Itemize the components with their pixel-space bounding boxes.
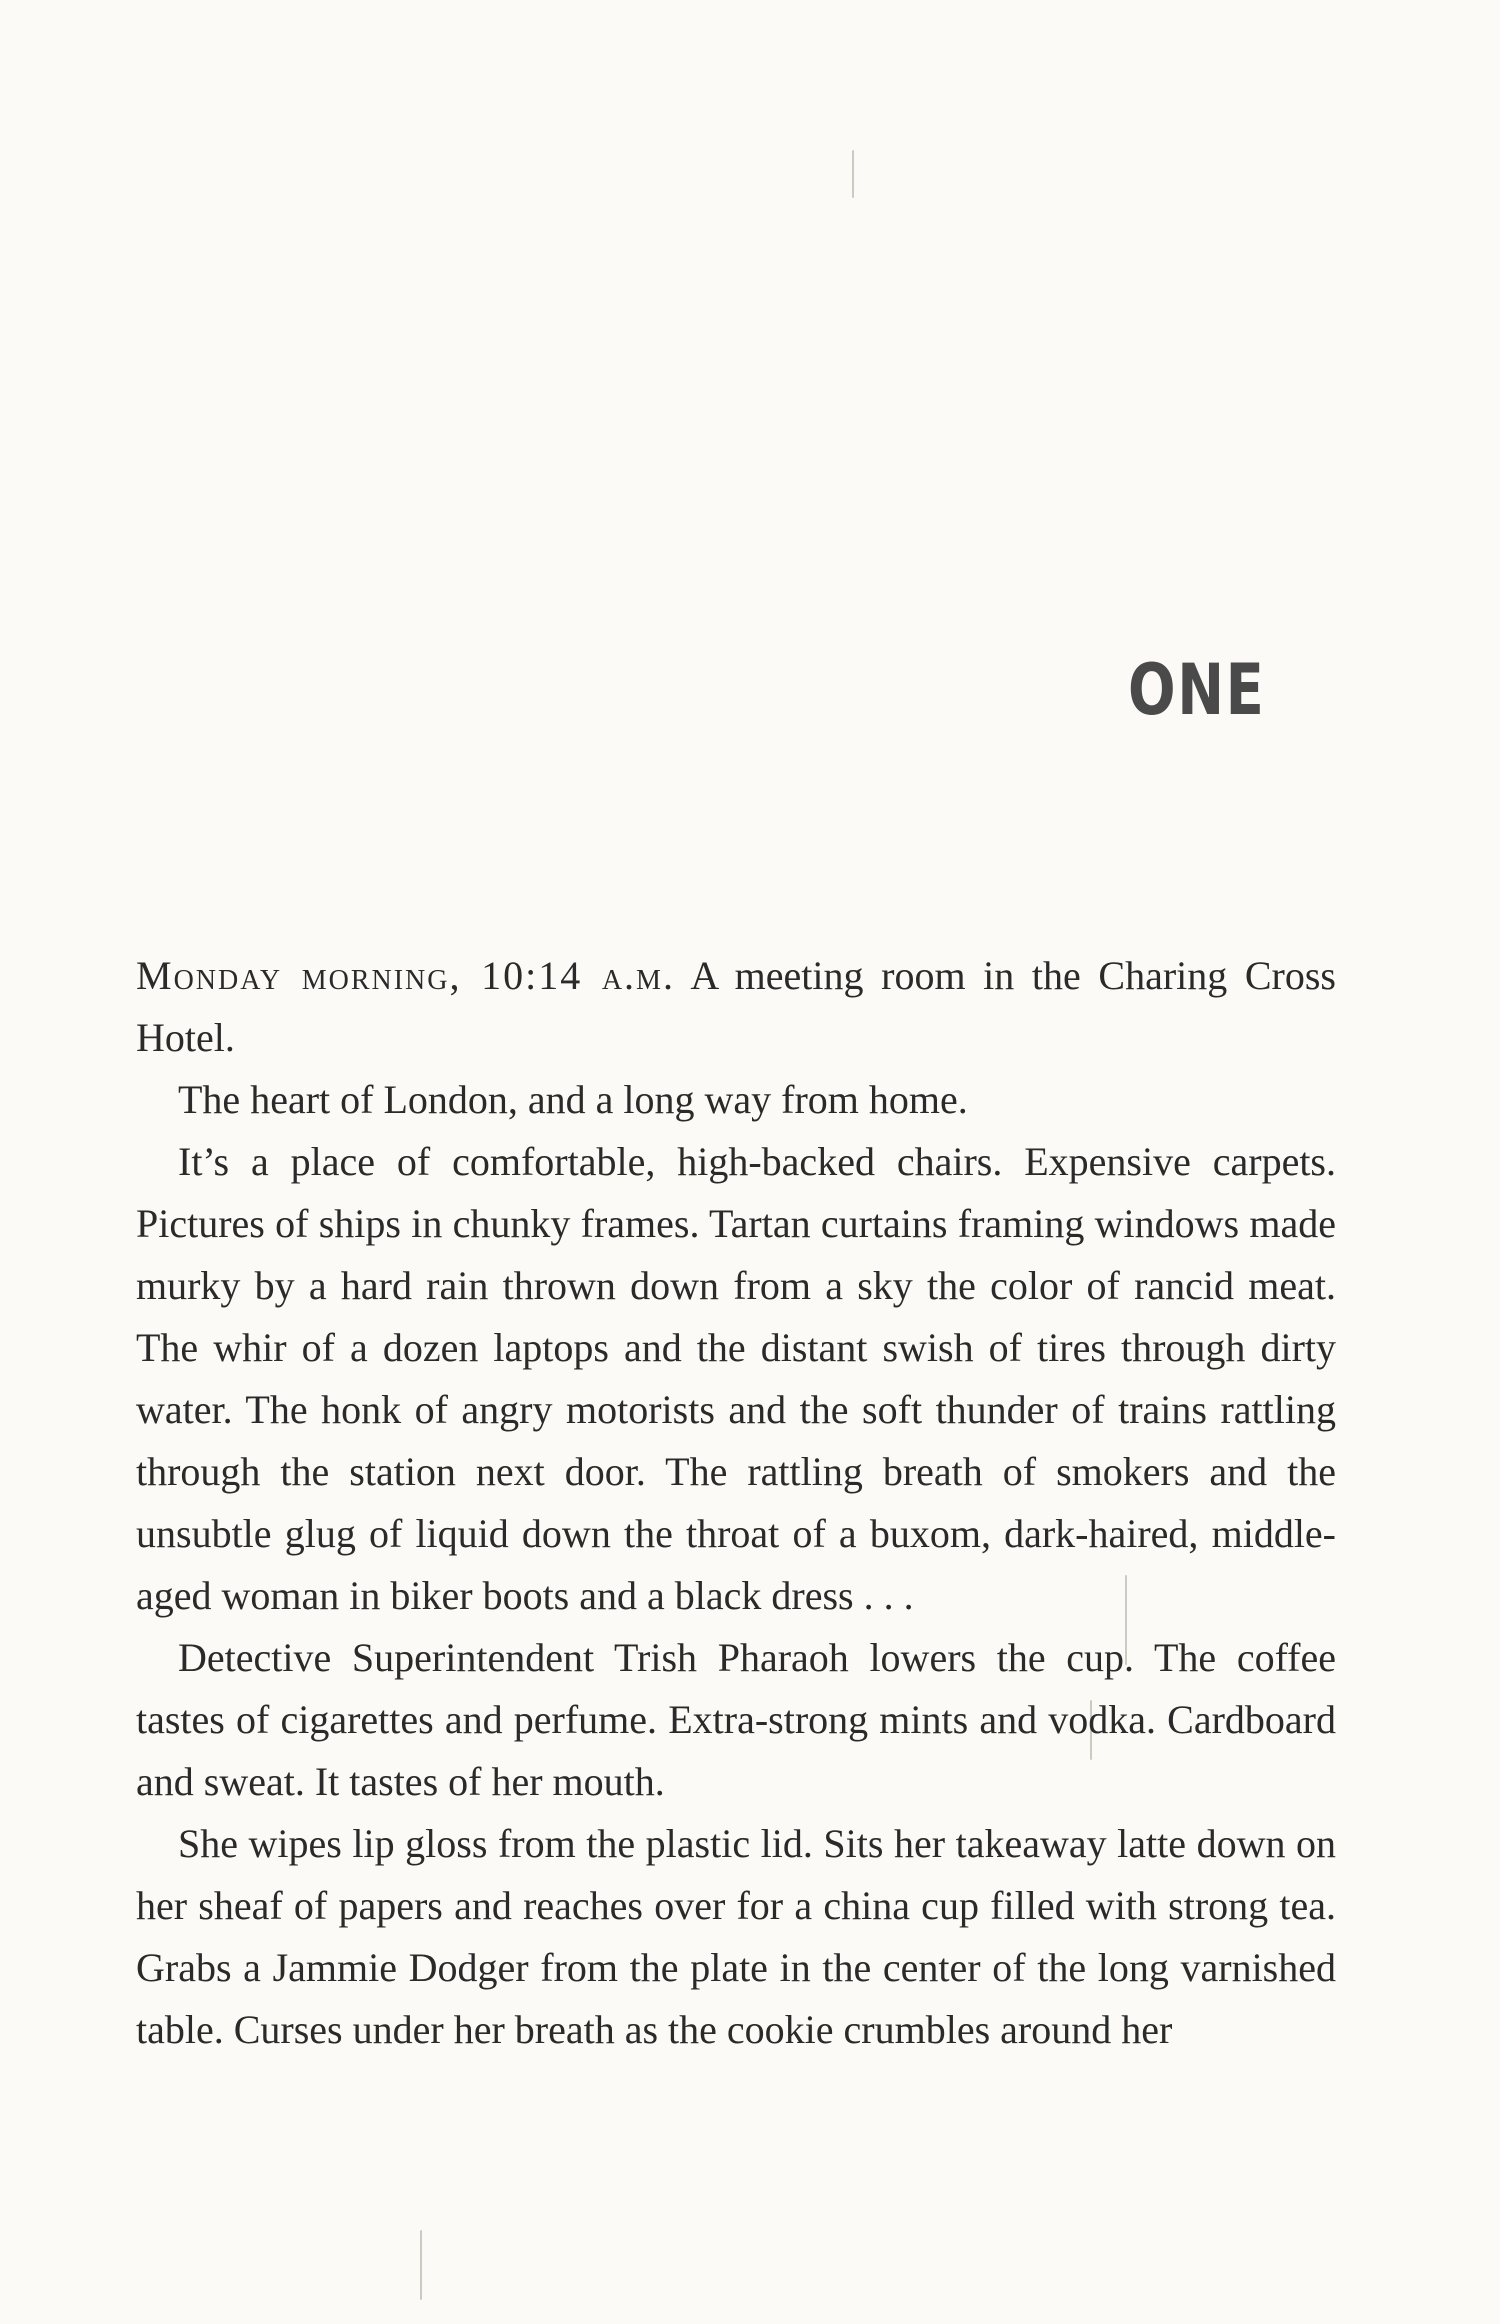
chapter-body (136, 945, 1336, 2061)
opening-paragraph (136, 945, 1336, 1069)
opening-rest: A meeting room in the Charing Cross Hotel. (136, 953, 1337, 1060)
paragraph: It’s a place of comfortable, high-backed chairs. Expensive carpets. Pictures of ships in chunky frames. Tartan curtains framing windows made murky by a hard rain thrown down from a sky the color of rancid meat. The whir of a dozen laptops and the distant swish of tires through dirty water. The honk of angry motorists and the soft thunder of trains rattling through the station next door. The rattling breath of smokers and the unsubtle glug of liquid down the throat of a buxom, dark-haired, middle-aged woman in biker boots and a black dress . . . (136, 1139, 1336, 1618)
scan-speck (420, 2230, 422, 2300)
opening-lead-in: Monday morning, 10:14 a.m. (136, 953, 675, 998)
chapter-title: ONE (1128, 649, 1266, 731)
scan-speck (852, 150, 854, 198)
paragraph: She wipes lip gloss from the plastic lid. Sits her takeaway latte down on her sheaf of papers and reaches over for a china cup filled with strong tea. Grabs a Jammie Dodger from the plate in the center of the long varnished table. Curses under her breath as the cookie crumbles around her (136, 1821, 1336, 2052)
paragraph: Detective Superintendent Trish Pharaoh lowers the cup. The coffee tastes of cigarettes and perfume. Extra-strong mints and vodka. Cardboard and sweat. It tastes of her mouth. (136, 1635, 1336, 1804)
paragraph: The heart of London, and a long way from home. (178, 1077, 968, 1122)
